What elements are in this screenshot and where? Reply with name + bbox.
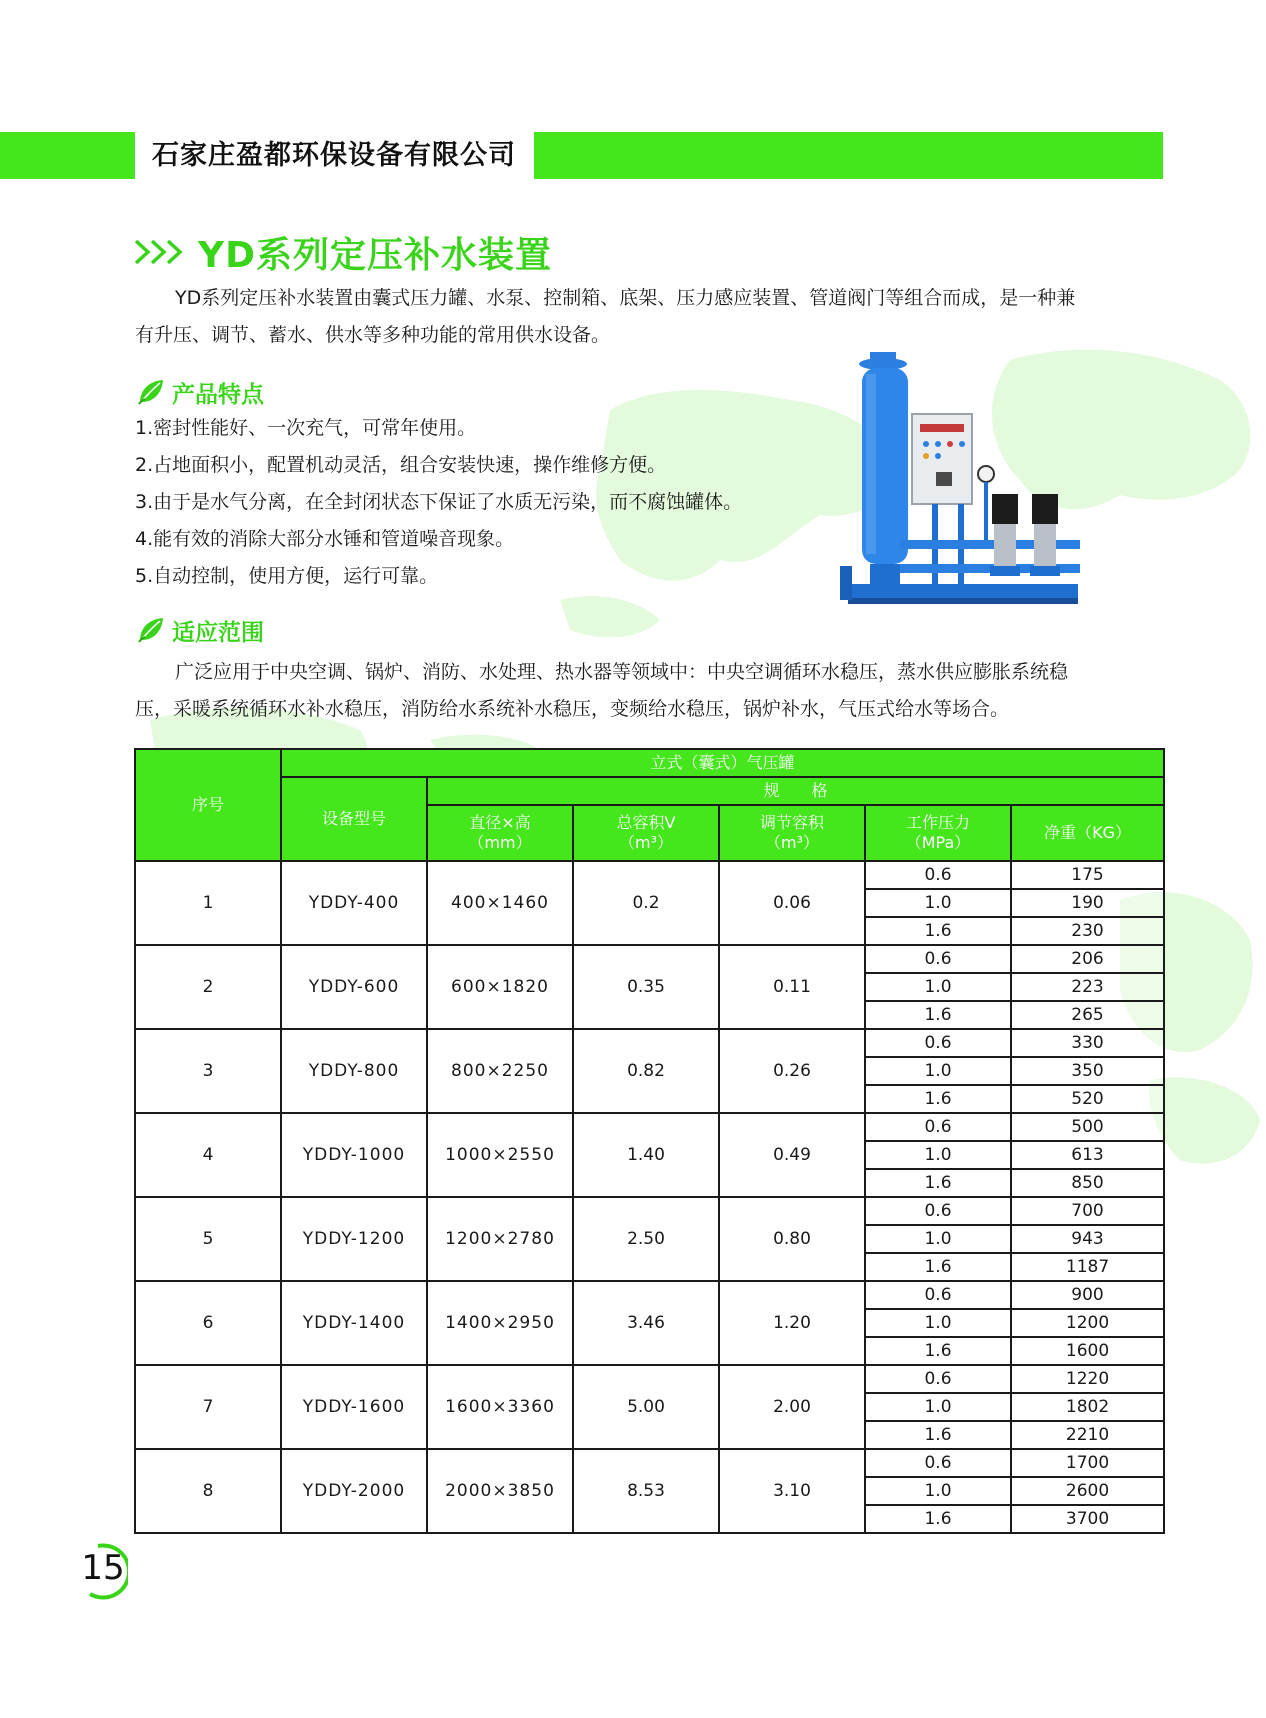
- cell-volume: 1.40: [573, 1113, 719, 1197]
- header-spec: 规 格: [427, 777, 1164, 805]
- header-weight: 净重（KG）: [1011, 805, 1164, 861]
- cell-pressure: 1.0: [865, 889, 1011, 917]
- pump-station-photo: [840, 344, 1085, 634]
- cell-weight: 223: [1011, 973, 1164, 1001]
- cell-adjust-volume: 1.20: [719, 1281, 865, 1365]
- cell-index: 8: [135, 1449, 281, 1533]
- table-row: [135, 861, 1164, 889]
- cell-volume: 3.46: [573, 1281, 719, 1365]
- feature-item: 3.由于是水气分离，在全封闭状态下保证了水质无污染，而不腐蚀罐体。: [135, 491, 743, 513]
- cell-dim: 2000×3850: [427, 1449, 573, 1533]
- cell-pressure: 1.6: [865, 1337, 1011, 1365]
- cell-weight: 1700: [1011, 1449, 1164, 1477]
- table-row: [135, 1449, 1164, 1477]
- cell-pressure: 0.6: [865, 861, 1011, 889]
- cell-pressure: 1.0: [865, 1393, 1011, 1421]
- cell-weight: 190: [1011, 889, 1164, 917]
- spec-table-body: [135, 861, 1164, 1533]
- cell-model: YDDY-2000: [281, 1449, 427, 1533]
- cell-model: YDDY-1000: [281, 1113, 427, 1197]
- cell-weight: 350: [1011, 1057, 1164, 1085]
- header-band-right: [534, 132, 1163, 179]
- cell-pressure: 1.0: [865, 973, 1011, 1001]
- cell-index: 6: [135, 1281, 281, 1365]
- cell-dim: 1600×3360: [427, 1365, 573, 1449]
- leaf-icon: [136, 615, 166, 645]
- cell-volume: 0.82: [573, 1029, 719, 1113]
- header-band-left: [0, 132, 135, 179]
- cell-pressure: 1.6: [865, 1169, 1011, 1197]
- cell-weight: 850: [1011, 1169, 1164, 1197]
- cell-pressure: 0.6: [865, 1281, 1011, 1309]
- cell-adjust-volume: 2.00: [719, 1365, 865, 1449]
- feature-item: 1.密封性能好、一次充气，可常年使用。: [135, 417, 477, 439]
- table-row: [135, 945, 1164, 973]
- cell-weight: 206: [1011, 945, 1164, 973]
- intro-line-2: 有升压、调节、蓄水、供水等多种功能的常用供水设备。: [135, 324, 611, 346]
- cell-weight: 265: [1011, 1001, 1164, 1029]
- cell-weight: 700: [1011, 1197, 1164, 1225]
- cell-weight: 1802: [1011, 1393, 1164, 1421]
- page-number: 15: [81, 1548, 125, 1588]
- features-list: [135, 410, 742, 595]
- spec-table: [134, 748, 1165, 1534]
- cell-pressure: 0.6: [865, 1029, 1011, 1057]
- header-adjust-volume: 调节容积 （m³）: [719, 805, 865, 861]
- features-title: 产品特点: [172, 381, 264, 408]
- feature-item: 5.自动控制，使用方便，运行可靠。: [135, 565, 439, 587]
- scope-line-1: 广泛应用于中央空调、锅炉、消防、水处理、热水器等领域中：中央空调循环水稳压，蒸水供应膨胀系统稳: [175, 661, 1069, 683]
- cell-pressure: 0.6: [865, 1365, 1011, 1393]
- cell-weight: 520: [1011, 1085, 1164, 1113]
- cell-pressure: 1.0: [865, 1309, 1011, 1337]
- scope-paragraph: [135, 654, 1165, 728]
- cell-weight: 330: [1011, 1029, 1164, 1057]
- cell-adjust-volume: 0.06: [719, 861, 865, 945]
- cell-weight: 175: [1011, 861, 1164, 889]
- cell-index: 5: [135, 1197, 281, 1281]
- header-dimension: 直径×高 （mm）: [427, 805, 573, 861]
- leaf-icon: [136, 377, 166, 407]
- cell-volume: 2.50: [573, 1197, 719, 1281]
- table-row: [135, 1029, 1164, 1057]
- table-row: [135, 1113, 1164, 1141]
- cell-volume: 8.53: [573, 1449, 719, 1533]
- cell-index: 1: [135, 861, 281, 945]
- header-group: 立式（囊式）气压罐: [281, 749, 1164, 777]
- cell-dim: 1400×2950: [427, 1281, 573, 1365]
- table-row: [135, 1365, 1164, 1393]
- header-pressure: 工作压力 （MPa）: [865, 805, 1011, 861]
- cell-weight: 1220: [1011, 1365, 1164, 1393]
- scope-heading: [136, 612, 264, 648]
- cell-adjust-volume: 3.10: [719, 1449, 865, 1533]
- chevron-arrows-icon: [132, 237, 190, 267]
- cell-weight: 900: [1011, 1281, 1164, 1309]
- cell-model: YDDY-400: [281, 861, 427, 945]
- cell-pressure: 1.0: [865, 1141, 1011, 1169]
- features-heading: [136, 374, 264, 410]
- header-volume: 总容积V （m³）: [573, 805, 719, 861]
- cell-dim: 600×1820: [427, 945, 573, 1029]
- cell-pressure: 1.0: [865, 1477, 1011, 1505]
- cell-volume: 5.00: [573, 1365, 719, 1449]
- cell-model: YDDY-1200: [281, 1197, 427, 1281]
- cell-dim: 400×1460: [427, 861, 573, 945]
- cell-index: 3: [135, 1029, 281, 1113]
- cell-adjust-volume: 0.26: [719, 1029, 865, 1113]
- table-row: [135, 1197, 1164, 1225]
- cell-pressure: 0.6: [865, 1449, 1011, 1477]
- cell-weight: 2600: [1011, 1477, 1164, 1505]
- cell-weight: 943: [1011, 1225, 1164, 1253]
- cell-model: YDDY-1600: [281, 1365, 427, 1449]
- cell-pressure: 1.6: [865, 1505, 1011, 1533]
- intro-paragraph: [135, 280, 1165, 354]
- cell-model: YDDY-1400: [281, 1281, 427, 1365]
- cell-pressure: 1.0: [865, 1225, 1011, 1253]
- cell-adjust-volume: 0.11: [719, 945, 865, 1029]
- cell-pressure: 0.6: [865, 1197, 1011, 1225]
- header-index: 序号: [135, 749, 281, 861]
- feature-item: 4.能有效的消除大部分水锤和管道噪音现象。: [135, 528, 515, 550]
- cell-weight: 500: [1011, 1113, 1164, 1141]
- scope-line-2: 压，采暖系统循环水补水稳压，消防给水系统补水稳压，变频给水稳压，锅炉补水，气压式给水等场合。: [135, 698, 1010, 720]
- cell-volume: 0.35: [573, 945, 719, 1029]
- cell-index: 7: [135, 1365, 281, 1449]
- cell-pressure: 0.6: [865, 945, 1011, 973]
- cell-pressure: 1.6: [865, 1001, 1011, 1029]
- cell-dim: 1200×2780: [427, 1197, 573, 1281]
- cell-pressure: 1.6: [865, 1421, 1011, 1449]
- cell-dim: 800×2250: [427, 1029, 573, 1113]
- cell-pressure: 1.6: [865, 1253, 1011, 1281]
- company-name: 石家庄盈都环保设备有限公司: [152, 140, 516, 171]
- intro-line-1: YD系列定压补水装置由囊式压力罐、水泵、控制箱、底架、压力感应装置、管道阀门等组合而成，是一种兼: [175, 287, 1076, 309]
- cell-index: 4: [135, 1113, 281, 1197]
- cell-pressure: 1.6: [865, 1085, 1011, 1113]
- header-model: 设备型号: [281, 777, 427, 861]
- cell-weight: 1200: [1011, 1309, 1164, 1337]
- cell-model: YDDY-800: [281, 1029, 427, 1113]
- table-row: [135, 1281, 1164, 1309]
- scope-title: 适应范围: [172, 619, 264, 646]
- feature-item: 2.占地面积小，配置机动灵活，组合安装快速，操作维修方便。: [135, 454, 667, 476]
- cell-pressure: 0.6: [865, 1113, 1011, 1141]
- page-number-block: [78, 1542, 128, 1600]
- cell-model: YDDY-600: [281, 945, 427, 1029]
- cell-pressure: 1.0: [865, 1057, 1011, 1085]
- cell-pressure: 1.6: [865, 917, 1011, 945]
- cell-volume: 0.2: [573, 861, 719, 945]
- cell-weight: 613: [1011, 1141, 1164, 1169]
- cell-index: 2: [135, 945, 281, 1029]
- product-title: YD系列定压补水装置: [198, 234, 552, 276]
- cell-weight: 1187: [1011, 1253, 1164, 1281]
- cell-weight: 2210: [1011, 1421, 1164, 1449]
- cell-adjust-volume: 0.80: [719, 1197, 865, 1281]
- cell-adjust-volume: 0.49: [719, 1113, 865, 1197]
- cell-weight: 1600: [1011, 1337, 1164, 1365]
- cell-weight: 230: [1011, 917, 1164, 945]
- product-title-block: [132, 228, 552, 276]
- cell-weight: 3700: [1011, 1505, 1164, 1533]
- cell-dim: 1000×2550: [427, 1113, 573, 1197]
